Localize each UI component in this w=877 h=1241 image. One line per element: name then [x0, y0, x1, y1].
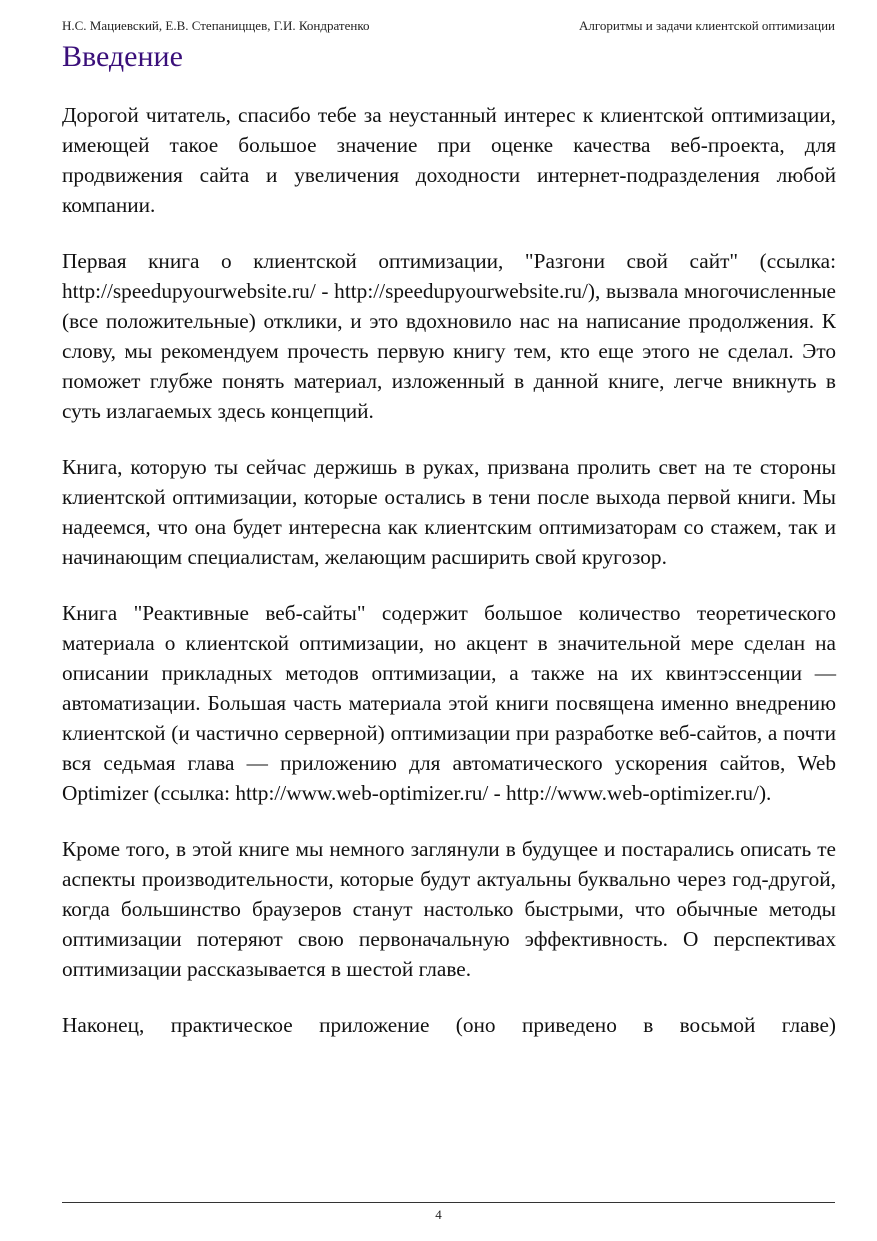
page-number: 4 [435, 1207, 442, 1222]
body-text [62, 100, 836, 1066]
paragraph: Кроме того, в этой книге мы немного заглянули в будущее и постарались описать те аспекты производительности, которые будут актуальны буквально через год-другой, когда большинство браузеров станут настолько быстрыми, что обычные методы оптимизации потеряют свою первоначальную эффективность. О перспективах оптимизации рассказывается в шестой главе. [62, 837, 836, 981]
chapter-title: Введение [62, 40, 183, 73]
running-header [62, 17, 835, 35]
paragraph: Наконец, практическое приложение (оно приведено в восьмой главе) [62, 1013, 836, 1037]
footer-divider [62, 1202, 835, 1203]
header-authors: Н.С. Мациевский, Е.В. Степаницщев, Г.И. Кондратенко [62, 18, 370, 33]
header-book-title: Алгоритмы и задачи клиентской оптимизации [579, 18, 835, 33]
paragraph: Первая книга о клиентской оптимизации, "Разгони свой сайт" (ссылка: http://speedupyourwebsite.ru/ - http://speedupyourwebsite.ru/), вызвала многочисленные (все положительные) отклики, и это вдохновило нас на написание продолжения. К слову, мы рекомендуем прочесть первую книгу тем, кто еще этого не сделал. Это поможет глубже понять материал, изложенный в данной книге, легче вникнуть в суть излагаемых здесь концепций. [62, 249, 836, 423]
paragraph: Дорогой читатель, спасибо тебе за неустанный интерес к клиентской оптимизации, имеющей такое большое значение при оценке качества веб-проекта, для продвижения сайта и увеличения доходности интернет-подразделения любой компании. [62, 103, 836, 217]
paragraph: Книга, которую ты сейчас держишь в руках, призвана пролить свет на те стороны клиентской оптимизации, которые остались в тени после выхода первой книги. Мы надеемся, что она будет интересна как клиентским оптимизаторам со стажем, так и начинающим специалистам, желающим расширить свой кругозор. [62, 455, 836, 569]
paragraph: Книга "Реактивные веб-сайты" содержит большое количество теоретического материала о клиентской оптимизации, но акцент в значительной мере сделан на описании прикладных методов оптимизации, а также на их квинтэссенции — автоматизации. Большая часть материала этой книги посвящена именно внедрению клиентской (и частично серверной) оптимизации при разработке веб-сайтов, а почти вся седьмая глава — приложению для автоматического ускорения сайтов, Web Optimizer (ссылка: http://www.web-optimizer.ru/ - http://www.web-optimizer.ru/). [62, 601, 836, 805]
